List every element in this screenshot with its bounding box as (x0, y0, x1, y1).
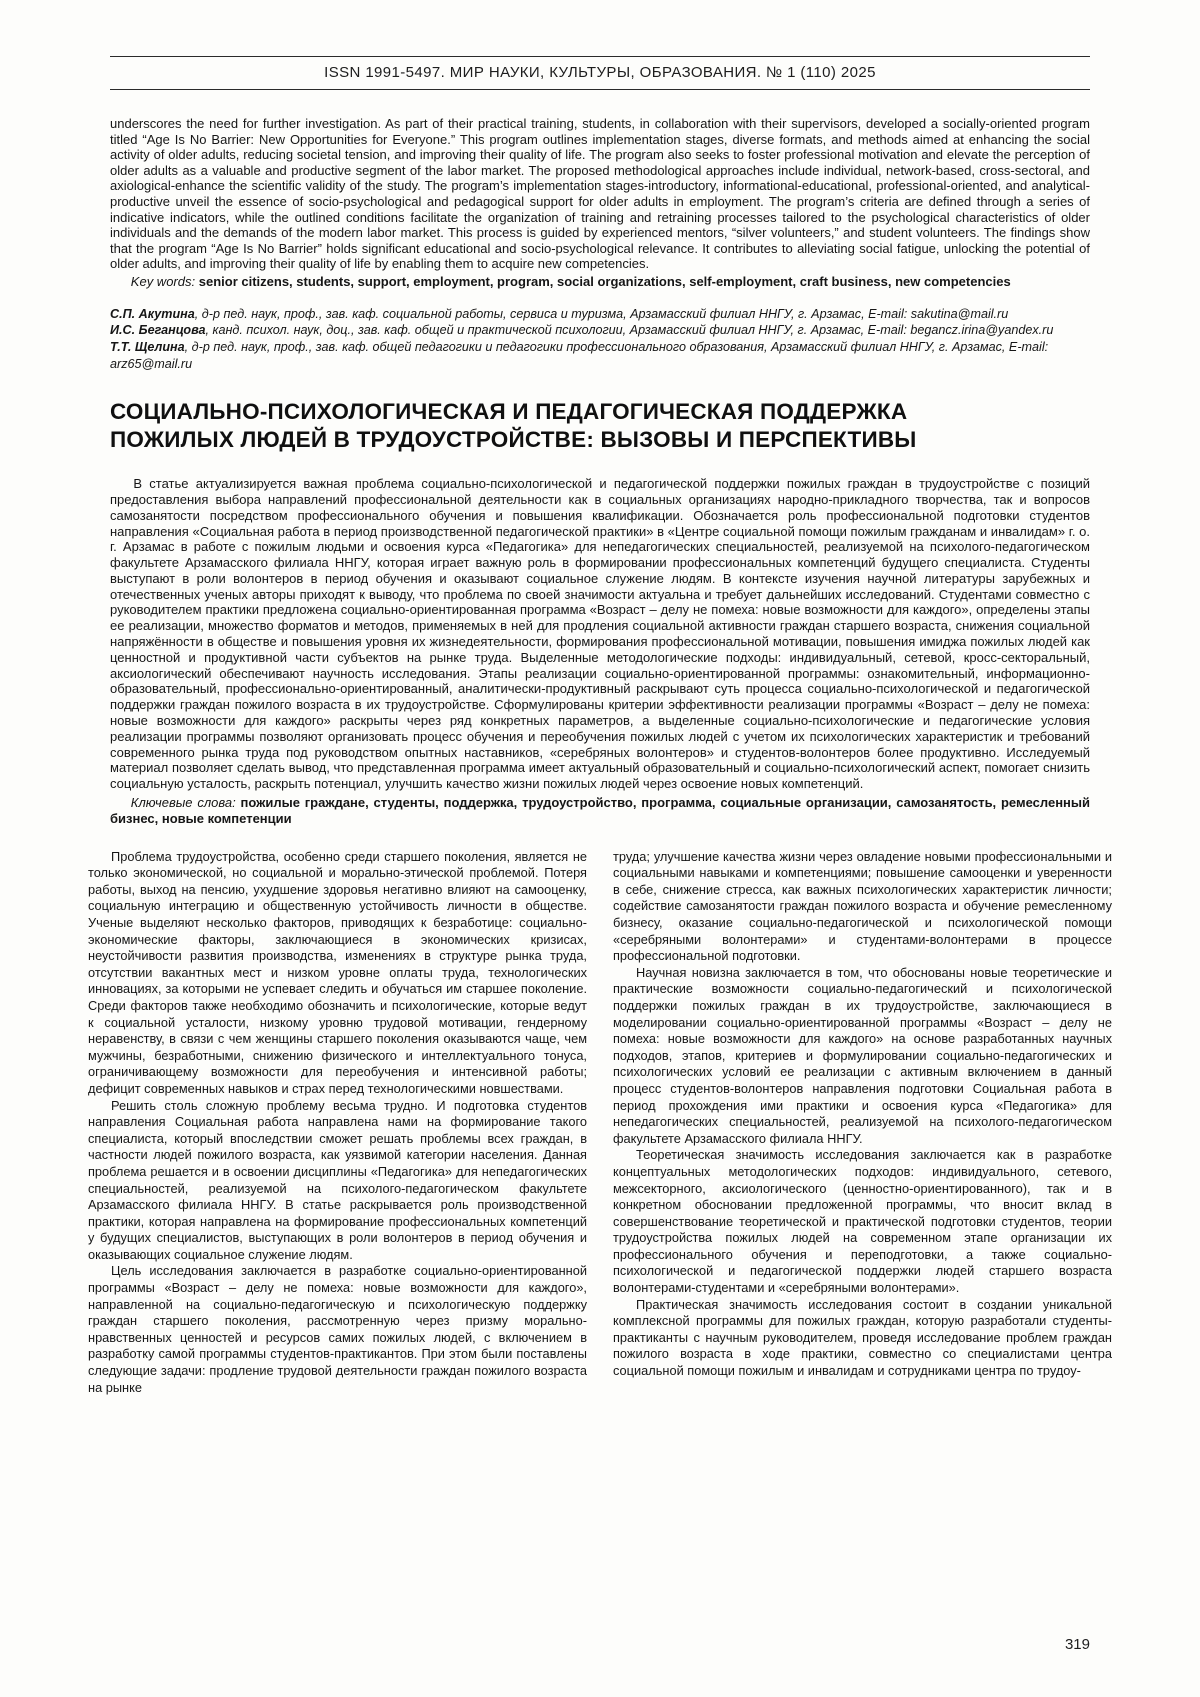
article-title-line-2: ПОЖИЛЫХ ЛЮДЕЙ В ТРУДОУСТРОЙСТВЕ: ВЫЗОВЫ И ПЕРСПЕКТИВЫ (110, 427, 917, 453)
journal-header-line: ISSN 1991-5497. МИР НАУКИ, КУЛЬТУРЫ, ОБРАЗОВАНИЯ. № 1 (110) 2025 (324, 64, 876, 81)
author-name: С.П. Акутина (110, 306, 195, 321)
page-content (88, 116, 1112, 1396)
body-right-column (613, 849, 1112, 1397)
english-keywords-label: Key words: (130, 273, 196, 289)
paragraph: Практическая значимость исследования состоит в создании уникальной комплексной программы для пожилых граждан, которую разработали студенты-практиканты с научным руководителем, проведя исследование проблем граждан пожилого возраста в ходе практики, совместно со специалистами центра социальной помощи пожилым и инвалидам и сотрудниками центра по трудоу- (613, 1296, 1112, 1379)
article-title-line-1: СОЦИАЛЬНО-ПСИХОЛОГИЧЕСКАЯ И ПЕДАГОГИЧЕСКАЯ ПОДДЕРЖКА (110, 399, 908, 425)
author-line (110, 322, 1090, 339)
author-line (110, 306, 1090, 323)
author-details: , д-р пед. наук, проф., зав. каф. общей педагогики и педагогики профессионального образования, Арзамасский филиал ННГУ, г. Арзамас, E-mail: arz65@mail.ru (110, 339, 1049, 371)
russian-keywords-text: пожилые граждане, студенты, поддержка, трудоустройство, программа, социальные организации, самозанятость, ремесленный бизнес, новые компетенции (110, 795, 1090, 826)
article-title (110, 398, 1090, 454)
two-column-body (88, 849, 1112, 1397)
paragraph: труда; улучшение качества жизни через овладение новыми профессиональными и социальными навыками и компетенциями; повышение самооценки и уверенности в себе, снижение стресса, как важных психологических характеристик личности; содействие самозанятости граждан пожилого возраста и обучение ремесленному бизнесу, оказание социально-педагогической и психологической помощи «серебряными волонтерами» и студентами-волонтерами в процессе профессиональной подготовки. (613, 848, 1112, 964)
russian-abstract: В статье актуализируется важная проблема социально-психологической и педагогической поддержки пожилых граждан в трудоустройстве с позиций предоставления выбора направлений профессиональной деятельности как в социальных организациях народно-прикладного творчества, так и вопросов самозанятости посредством профессионального обучения и повышения квалификации. Обозначается роль профессиональной подготовки студентов направления «Социальная работа в период производственной педагогической практики» в «Центре социальной помощи пожилым гражданам и инвалидам» г. о. г. Арзамас в работе с пожилым людьми и освоения курса «Педагогика» для непедагогических специальностей, реализуемой на психолого-педагогическом факультете Арзамасского филиала ННГУ, которая играет важную роль в формировании профессиональных компетенций будущего специалиста. Студенты выступают в роли волонтеров в период обучения и оказывают социальное служение людям. В контексте изучения научной литературы зарубежных и отечественных ученых авторы приходят к выводу, что проблема по своей значимости актуальна и требует дальнейших исследований. Студентами совместно с руководителем практики предложена социально-ориентированная программа «Возраст – делу не помеха: новые возможности для каждого», определены этапы ее реализации, множество форматов и методов, применяемых в ней для продления социальной активности граждан старшего возраста, снижения социальной напряжённости в обществе и повышения уровня их жизнедеятельности, формирования профессиональной мотивации, повышения имиджа пожилых людей как ценностной и продуктивной части субъектов на рынке труда. Выделенные методологические подходы: индивидуальный, сетевой, кросс-секторальный, аксиологический обеспечивают научность исследования. Этапы реализации социально-ориентированной программы: ознакомительный, информационно-образовательный, профессионально-ориентированный, аналитически-продуктивный раскрывают суть процесса социально-психологической и педагогической поддержки граждан пожилого возраста в их трудоустройстве. Сформулированы критерии эффективности реализации программы «Возраст – делу не помеха: новые возможности для каждого» раскрыты через ряд конкретных параметров, а выделенные социально-психологические и педагогические условия реализации программы позволяют организовать процесс обучения и переобучения пожилых людей с учетом их психологических характеристик и требований современного рынка труда под руководством опытных наставников, «серебряных волонтеров» и студентов-волонтеров более продуктивно. Исследуемый материал позволяет сделать вывод, что представленная программа имеет актуальный образовательный и социально-психологический аспект, помогает снизить социальную усталость, раскрыть потенциал, улучшить качество жизни пожилых людей через освоение новых компетенций. (110, 476, 1090, 792)
page-number: 319 (1064, 1636, 1090, 1653)
author-line (110, 339, 1090, 372)
paragraph: Научная новизна заключается в том, что обоснованы новые теоретические и практические возможности социально-педагогический и психологической поддержки пожилых граждан в их трудоустройстве, заключающиеся в моделировании социально-ориентированной программы «Возраст – делу не помеха: новые возможности для каждого» на основе разработанных научных подходов, этапов, критериев и формулировании социально-педагогических и психологических условий ее реализации с активным включением в данный процесс студентов-волонтеров направления подготовки Социальная работа в период прохождения ими практики и освоения курса «Педагогика» для непедагогических специальностей, реализуемой на психолого-педагогическом факультете Арзамасского филиала ННГУ. (613, 964, 1112, 1146)
authors-block (110, 306, 1090, 372)
author-details: , канд. психол. наук, доц., зав. каф. общей и практической психологии, Арзамасский филиал ННГУ, г. Арзамас, E-mail: begancz.irina@yandex.ru (205, 323, 1054, 338)
paragraph: Решить столь сложную проблему весьма трудно. И подготовка студентов направления Социальная работа направлена нами на формирование такого специалиста, который впоследствии сможет решать проблемы всех граждан, в частности людей пожилого возраста, как уязвимой категории населения. Данная проблема решается и в освоении дисциплины «Педагогика» для непедагогических специальностей, реализуемой на психолого-педагогическом факультете Арзамасского филиала ННГУ. В статье раскрывается роль производственной практики, которая направлена на формирование профессиональных компетенций у будущих специалистов, выступающих в роли волонтеров в период обучения и оказывающих социальное служение людям. (88, 1097, 587, 1262)
english-abstract: underscores the need for further investigation. As part of their practical training, students, in collaboration with their supervisors, developed a socially-oriented program titled “Age Is No Barrier: New Opportunities for Everyone.” This program outlines implementation stages, diverse formats, and methods aimed at enhancing the social activity of older adults, reducing societal tension, and improving their quality of life. The program also seeks to foster professional motivation and elevate the perception of older adults as a valuable and productive segment of the labor market. The proposed methodological approaches include individual, network-based, cross-sectoral, and axiological-enhance the scientific validity of the study. The program’s implementation stages-introductory, informational-educational, professional-oriented, and analytical-productive unveil the essence of socio-psychological and pedagogical support for older adults in employment. The program’s criteria are defined through a series of indicative indicators, while the outlined conditions facilitate the organization of training and retraining processes tailored to the psychological characteristics of older individuals and the demands of the modern labor market. This process is guided by experienced mentors, “silver volunteers,” and student volunteers. The findings show that the program “Age Is No Barrier” holds significant educational and socio-psychological relevance. It contributes to alleviating social fatigue, unlocking the potential of older adults, and improving their quality of life by enabling them to acquire new competencies. (110, 116, 1090, 272)
paragraph: Цель исследования заключается в разработке социально-ориентированной программы «Возраст – делу не помеха: новые возможности для каждого», направленной на социально-педагогическую и психологическую поддержку граждан старшего поколения, рассмотренную через призму морально-нравственных ценностей и ресурсов самих пожилых людей, с включением в разработку самой программы студентов-практикантов. При этом были поставлены следующие задачи: продление трудовой деятельности граждан пожилого возраста на рынке (88, 1263, 587, 1395)
paragraph: Проблема трудоустройства, особенно среди старшего поколения, является не только экономической, но социальной и морально-этической проблемой. Потеря работы, выход на пенсию, ухудшение здоровья негативно влияют на самооценку, социальную интеграцию и общественную устойчивость личности в обществе. Ученые выделяют несколько факторов, приводящих к безработице: социально-экономические факторы, заключающиеся в экономических кризисах, неустойчивости развития производства, изменениях в структуре рынка труда, отсутствии вакантных мест и низком уровне оплаты труда, технологических инновациях, за которыми не успевает следить и обучаться им старшее поколение. Среди факторов также необходимо обозначить и психологические, которые ведут к социальной усталости, низкому уровню трудовой мотивации, гендерному неравенству, в связи с чем женщины старшего поколения оказываются чаще, чем мужчины, безработными, снижению физического и интеллектуального тонуса, ограничивающему возможности для переобучения и интенсивной работы; дефицит современных навыков и страх перед технологическими новшествами. (88, 848, 587, 1096)
author-details: , д-р пед. наук, проф., зав. каф. социальной работы, сервиса и туризма, Арзамасский филиал ННГУ, г. Арзамас, E-mail: sakutina@mail.ru (194, 306, 1009, 321)
body-left-column (88, 849, 587, 1397)
author-name: Т.Т. Щелина (110, 339, 185, 354)
russian-keywords-label: Ключевые слова: (130, 795, 236, 811)
header-rule-bottom (110, 89, 1090, 90)
paragraph: Теоретическая значимость исследования заключается как в разработке концептуальных методологических подходов: индивидуального, сетевого, межсекторного, аксиологического (ценностно-ориентированного), так и в конкретном обосновании предложенной программы, что вносит вклад в совершенствование теоретической и практической подготовки студентов, теории трудоустройства пожилых людей на современном этапе организации их профессионального обучения и переподготовки, а также социально-психологической и педагогической поддержки людей старшего возраста волонтерами-студентами и «серебряными волонтерами». (613, 1147, 1112, 1296)
russian-keywords-line (110, 795, 1090, 827)
english-keywords-line (110, 274, 1090, 290)
english-keywords-text: senior citizens, students, support, employment, program, social organizations, self-employment, craft business, new competencies (198, 273, 1011, 289)
author-name: И.С. Беганцова (110, 323, 206, 338)
page-header (110, 56, 1090, 90)
